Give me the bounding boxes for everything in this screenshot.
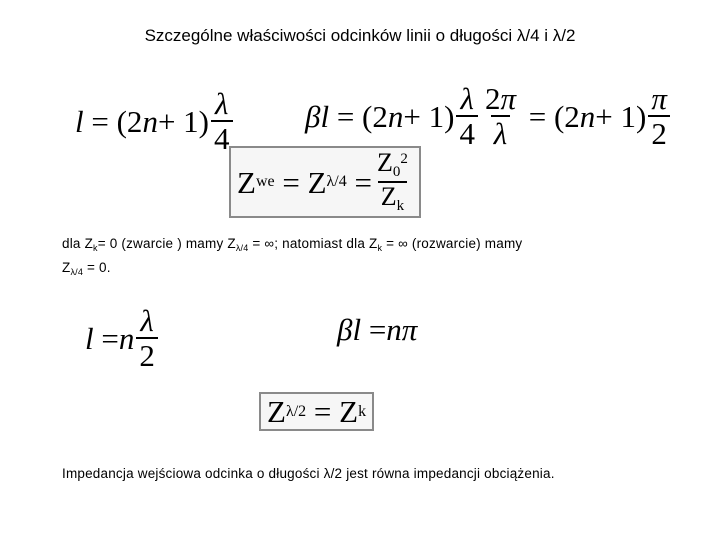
text-fragment: = 0 (zwarcie ) mamy Z	[97, 236, 236, 251]
formula-quarter-length: l = (2 n + 1) $\frac{\lambda}{4}$	[75, 88, 235, 154]
formula-half-impedance: Z λ/2 = Z k	[259, 392, 374, 431]
text-fragment: = ∞ (rozwarcie) mamy	[382, 236, 523, 251]
page-title: Szczególne właściwości odcinków linii o długości λ/4 i λ/2	[144, 26, 576, 45]
formula-half-length: l = n $\frac{\lambda}{2}$	[85, 305, 160, 371]
text-subscript: λ/4	[235, 243, 249, 253]
formula-half-phase: βl = nπ	[337, 312, 418, 347]
formula-quarter-impedance: Z we = Z λ/4 = $\frac{Z_0^2}{Z_k}$	[229, 146, 421, 218]
text-fragment: Z	[62, 260, 71, 275]
text-fragment: = ∞; natomiast dla Z	[248, 236, 378, 251]
text-subscript: k	[93, 243, 98, 253]
text-fragment: = 0.	[83, 260, 111, 275]
formula-quarter-phase: βl = (2 n + 1) $\frac{\lambda}{4}$ $\frac{2\pi}{\lambda}$ = (2 n + 1) $\frac{\pi}{2}$	[305, 83, 672, 149]
paragraph-half-wave-note: Impedancja wejściowa odcinka o długości λ/2 jest równa impedancji obciążenia.	[62, 466, 555, 481]
text-fragment: dla Z	[62, 236, 94, 251]
text-subscript: k	[377, 243, 383, 253]
paragraph-quarter-wave-note	[62, 234, 682, 282]
text-subscript: λ/4	[70, 267, 84, 277]
